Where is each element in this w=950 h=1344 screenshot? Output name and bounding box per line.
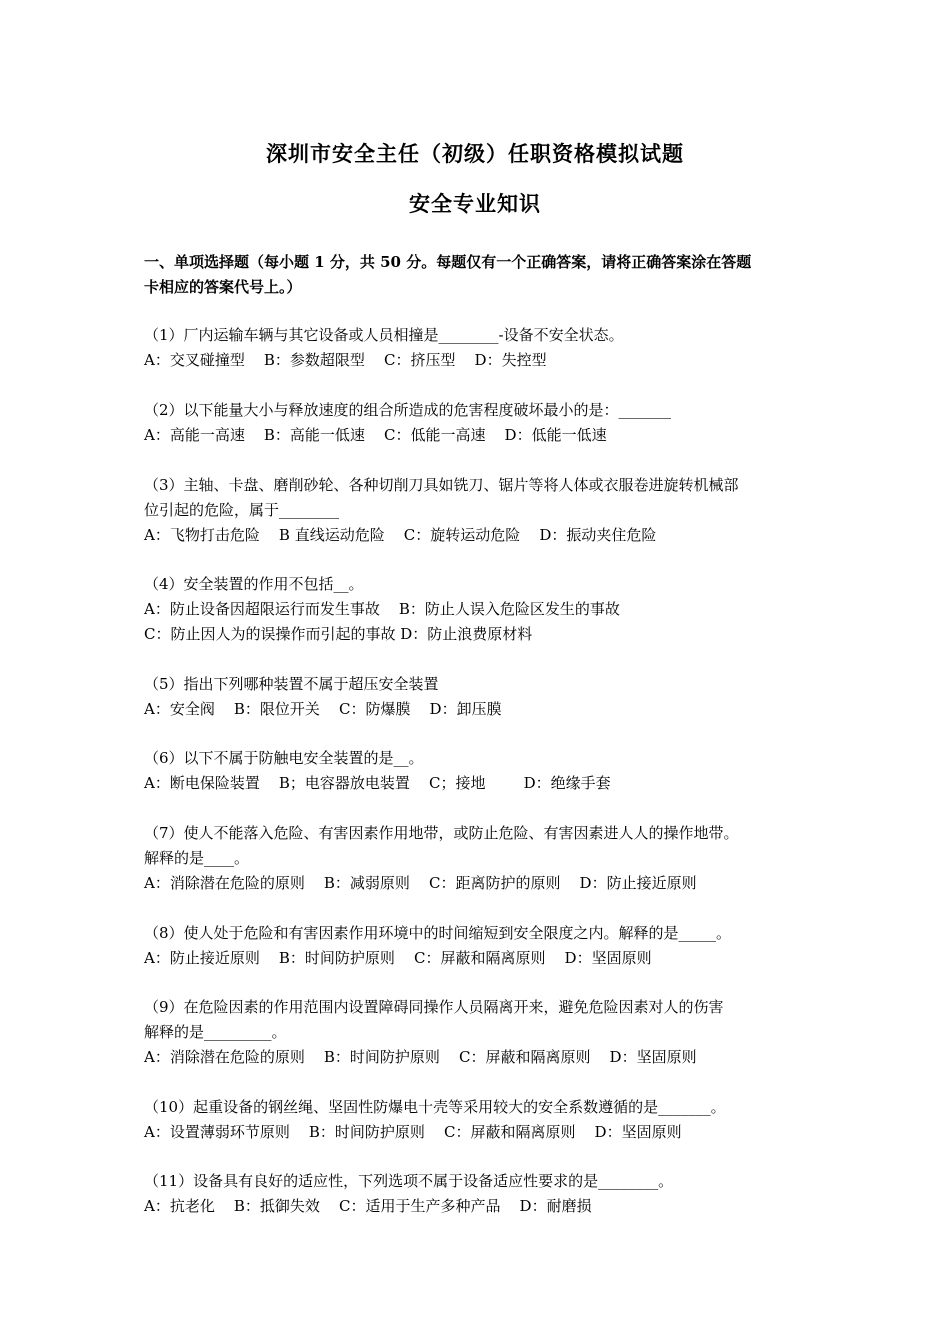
question-text: （4）安全装置的作用不包括__。	[144, 575, 364, 593]
question-options: A：断电保险装置 B；电容器放电装置 C；接地 D：绝缘手套	[144, 774, 611, 792]
question-9	[144, 995, 814, 1070]
question-text: 解释的是____。	[144, 849, 250, 867]
question-8	[144, 921, 814, 971]
question-options: C：防止因人为的误操作而引起的事故 D：防止浪费原材料	[144, 625, 533, 643]
question-options: A：交叉碰撞型 B：参数超限型 C：挤压型 D：失控型	[144, 351, 547, 369]
question-text: （10）起重设备的钢丝绳、坚固性防爆电十壳等采用较大的安全系数遵循的是_______。	[144, 1098, 726, 1116]
section-heading	[144, 250, 814, 300]
question-3	[144, 473, 814, 548]
question-text: （2）以下能量大小与释放速度的组合所造成的危害程度破坏最小的是：_______	[144, 401, 672, 419]
section-heading-line: 一、单项选择题（每小题 1 分，共 50 分。每题仅有一个正确答案，请将正确答案涂在答题	[144, 253, 752, 271]
question-text: （5）指出下列哪种装置不属于超压安全装置	[144, 675, 439, 693]
question-options: A：安全阀 B：限位开关 C：防爆膜 D：卸压膜	[144, 700, 502, 718]
question-text: （11）设备具有良好的适应性，下列选项不属于设备适应性要求的是________。	[144, 1172, 674, 1190]
question-11	[144, 1169, 814, 1219]
question-text: 解释的是_________。	[144, 1023, 287, 1041]
question-7	[144, 821, 814, 896]
question-text: （6）以下不属于防触电安全装置的是__。	[144, 749, 424, 767]
document-title: 深圳市安全主任（初级）任职资格模拟试题	[266, 141, 684, 166]
question-options: A：飞物打击危险 B 直线运动危险 C：旋转运动危险 D：振动夹住危险	[144, 526, 657, 544]
question-10	[144, 1095, 814, 1145]
question-text: （9）在危险因素的作用范围内设置障碍同操作人员隔离开来，避免危险因素对人的伤害	[144, 998, 724, 1016]
question-options: A：高能一高速 B：高能一低速 C：低能一高速 D：低能一低速	[144, 426, 607, 444]
question-options: A：抗老化 B：抵御失效 C：适用于生产多种产品 D：耐磨损	[144, 1197, 592, 1215]
question-text: 位引起的危险，属于________	[144, 501, 340, 519]
question-1	[144, 323, 814, 373]
section-heading-line: 卡相应的答案代号上。）	[144, 278, 302, 296]
question-4	[144, 572, 814, 647]
question-options: A：设置薄弱环节原则 B：时间防护原则 C：屏蔽和隔离原则 D：坚固原则	[144, 1123, 682, 1141]
question-text: （1）厂内运输车辆与其它设备或人员相撞是________-设备不安全状态。	[144, 326, 624, 344]
question-text: （8）使人处于危险和有害因素作用环境中的时间缩短到安全限度之内。解释的是_____。	[144, 924, 732, 942]
question-options: A：防止接近原则 B：时间防护原则 C：屏蔽和隔离原则 D：坚固原则	[144, 949, 652, 967]
question-options: A：消除潜在危险的原则 B：减弱原则 C：距离防护的原则 D：防止接近原则	[144, 874, 697, 892]
question-5	[144, 672, 814, 722]
question-6	[144, 746, 814, 796]
question-options: A：消除潜在危险的原则 B：时间防护原则 C：屏蔽和隔离原则 D：坚固原则	[144, 1048, 697, 1066]
question-options: A：防止设备因超限运行而发生事故 B：防止人误入危险区发生的事故	[144, 600, 620, 618]
document-subtitle: 安全专业知识	[409, 191, 541, 216]
question-text: （3）主轴、卡盘、磨削砂轮、各种切削刀具如铣刀、锯片等将人体或衣服卷进旋转机械部	[144, 476, 739, 494]
question-text: （7）使人不能落入危险、有害因素作用地带，或防止危险、有害因素进人人的操作地带。	[144, 824, 739, 842]
question-2	[144, 398, 814, 448]
